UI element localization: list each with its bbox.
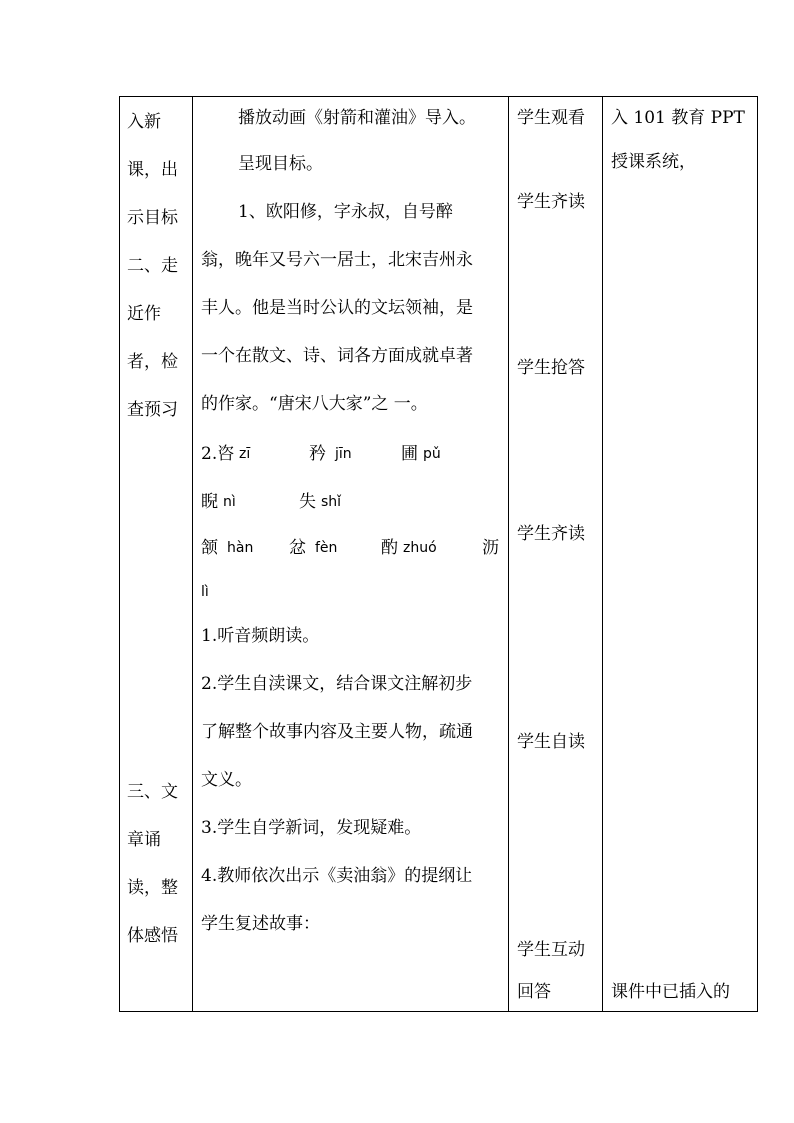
step-line: 3.学生自学新词，发现疑难。 [201,818,422,838]
stage-label: 三、文 [127,782,178,802]
stage-label: 二、走 [127,256,178,276]
lesson-plan-table [119,96,758,1012]
vocab-char: 矜 [309,444,326,464]
activity-label: 学生抢答 [517,358,585,378]
author-line: 1、欧阳修，字永叔，自号醉 [238,202,453,222]
activity-label: 回答 [517,982,551,1002]
author-line: 丰人。他是当时公认的文坛领袖，是 [201,298,473,318]
stage-label: 体感悟 [127,926,178,946]
vocab-pinyin: hàn [227,540,254,556]
goal-line: 呈现目标。 [238,154,323,174]
step-line: 文义。 [201,770,252,790]
media-column [603,97,757,1011]
vocab-char: 睨 [201,492,218,512]
activity-label: 学生观看 [517,108,585,128]
activity-label: 学生齐读 [517,192,585,212]
vocab-pinyin: zhuó [403,540,437,556]
vocab-pinyin: jīn [335,446,352,462]
activity-label: 学生齐读 [517,524,585,544]
media-note: 课件中已插入的 [611,982,730,1002]
step-line: 1.听音频朗读。 [201,626,320,646]
vocab-char: 颔 [201,538,218,558]
activity-label: 学生自读 [517,732,585,752]
media-note: 入 101 教育 PPT [611,108,745,128]
stage-column [120,97,192,1011]
stage-label: 读，整 [127,878,178,898]
vocab-pinyin: shǐ [321,494,342,510]
stage-label: 者，检 [127,352,178,372]
stage-label: 课，出 [127,160,178,180]
author-line: 翁，晚年又号六一居士，北宋吉州永 [201,250,473,270]
step-line: 学生复述故事： [201,914,320,934]
step-line: 了解整个故事内容及主要人物，疏通 [201,722,473,742]
activity-label: 学生互动 [517,940,585,960]
intro-line: 播放动画《射箭和灌油》导入。 [238,108,476,128]
vocab-pinyin: lì [201,584,209,600]
vocab-char: 沥 [482,538,499,558]
step-line: 4.教师依次出示《卖油翁》的提纲让 [201,866,473,886]
vocab-pinyin: pǔ [423,446,441,462]
stage-label: 入新 [127,112,161,132]
stage-label: 章诵 [127,830,161,850]
stage-label: 查预习 [127,400,178,420]
author-line: 一个在散文、诗、词各方面成就卓著 [201,346,473,366]
vocab-pinyin: fèn [315,540,338,556]
stage-label: 示目标 [127,208,178,228]
vocab-pinyin: zī [239,446,251,462]
activity-column [509,97,602,1011]
vocab-char: 忿 [289,538,306,558]
vocab-char: 2.咨 [201,444,235,464]
step-line: 2.学生自渎课文，结合课文注解初步 [201,674,473,694]
vocab-char: 酌 [381,538,398,558]
stage-label: 近作 [127,304,161,324]
vocab-pinyin: nì [223,494,236,510]
vocab-char: 失 [299,492,316,512]
content-column [193,97,508,1011]
author-line: 的作家。“唐宋八大家”之 一。 [201,394,428,414]
media-note: 授课系统， [611,152,696,172]
vocab-char: 圃 [401,444,418,464]
